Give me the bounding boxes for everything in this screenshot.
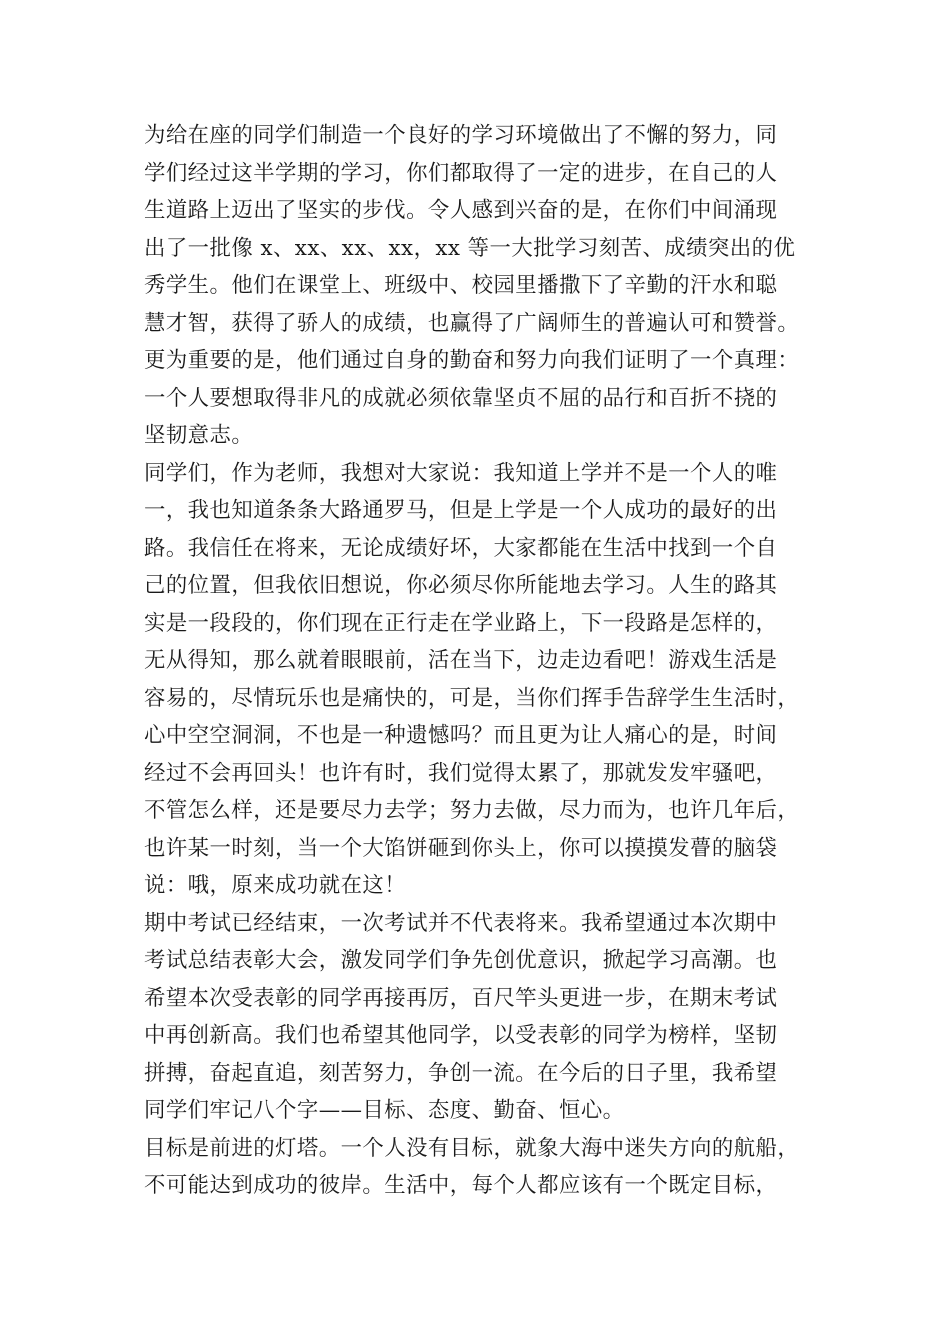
text-line: 一，我也知道条条大路通罗马，但是上学是一个人成功的最好的出 xyxy=(144,498,778,523)
text-line: 更为重要的是，他们通过自身的勤奋和努力向我们证明了一个真理： xyxy=(144,348,800,373)
text-line: 不可能达到成功的彼岸。生活中，每个人都应该有一个既定目标， xyxy=(144,1173,778,1198)
text-line: 说：哦，原来成功就在这！ xyxy=(144,873,407,898)
text-line: 也许某一时刻，当一个大馅饼砸到你头上，你可以摸摸发瞢的脑袋 xyxy=(144,835,778,861)
text-line: 不管怎么样，还是要尽力去学；努力去做，尽力而为，也许几年后， xyxy=(144,798,800,823)
text-line: 路。我信任在将来，无论成绩好坏，大家都能在生活中找到一个自 xyxy=(144,535,778,561)
text-line: 容易的，尽情玩乐也是痛快的，可是，当你们挥手告辞学生生活时， xyxy=(144,685,800,711)
text-line: 无从得知，那么就着眼眼前，活在当下，边走边看吧！游戏生活是 xyxy=(144,648,778,673)
text-line: 考试总结表彰大会，激发同学们争先创优意识，掀起学习高潮。也 xyxy=(144,948,778,973)
text-line: 期中考试已经结束，一次考试并不代表将来。我希望通过本次期中 xyxy=(144,910,778,936)
text-line: 同学们，作为老师，我想对大家说：我知道上学并不是一个人的唯 xyxy=(144,460,778,486)
text-line: 生道路上迈出了坚实的步伐。令人感到兴奋的是，在你们中间涌现 xyxy=(144,198,778,223)
text-line: 实是一段段的，你们现在正行走在学业路上，下一段路是怎样的， xyxy=(144,610,778,636)
text-line: 出了一批像 x、xx、xx、xx，xx 等一大批学习刻苦、成绩突出的优 xyxy=(144,235,796,261)
text-line: 为给在座的同学们制造一个良好的学习环境做出了不懈的努力，同 xyxy=(144,123,778,148)
text-line: 一个人要想取得非凡的成就必须依靠坚贞不屈的品行和百折不挠的 xyxy=(144,385,778,411)
text-line: 坚韧意志。 xyxy=(144,423,254,448)
text-line: 中再创新高。我们也希望其他同学，以受表彰的同学为榜样，坚韧 xyxy=(144,1023,778,1048)
text-line: 己的位置，但我依旧想说，你必须尽你所能地去学习。人生的路其 xyxy=(144,573,778,598)
text-line: 同学们牢记八个字——目标、态度、勤奋、恒心。 xyxy=(144,1098,625,1123)
text-line: 目标是前进的灯塔。一个人没有目标，就象大海中迷失方向的航船， xyxy=(144,1135,800,1161)
text-line: 经过不会再回头！也许有时，我们觉得太累了，那就发发牢骚吧， xyxy=(144,760,778,786)
text-line: 拼搏，奋起直追，刻苦努力，争创一流。在今后的日子里，我希望 xyxy=(144,1060,778,1086)
text-line: 秀学生。他们在课堂上、班级中、校园里播撒下了辛勤的汗水和聪 xyxy=(144,273,778,298)
text-line: 希望本次受表彰的同学再接再厉，百尺竿头更进一步，在期末考试 xyxy=(144,985,778,1011)
text-line: 慧才智，获得了骄人的成绩，也赢得了广阔师生的普遍认可和赞誉。 xyxy=(144,310,800,336)
text-line: 心中空空洞洞，不也是一种遗憾吗？而且更为让人痛心的是，时间 xyxy=(144,723,778,748)
text-line: 学们经过这半学期的学习，你们都取得了一定的进步，在自己的人 xyxy=(144,160,778,186)
document-page xyxy=(144,117,824,1205)
